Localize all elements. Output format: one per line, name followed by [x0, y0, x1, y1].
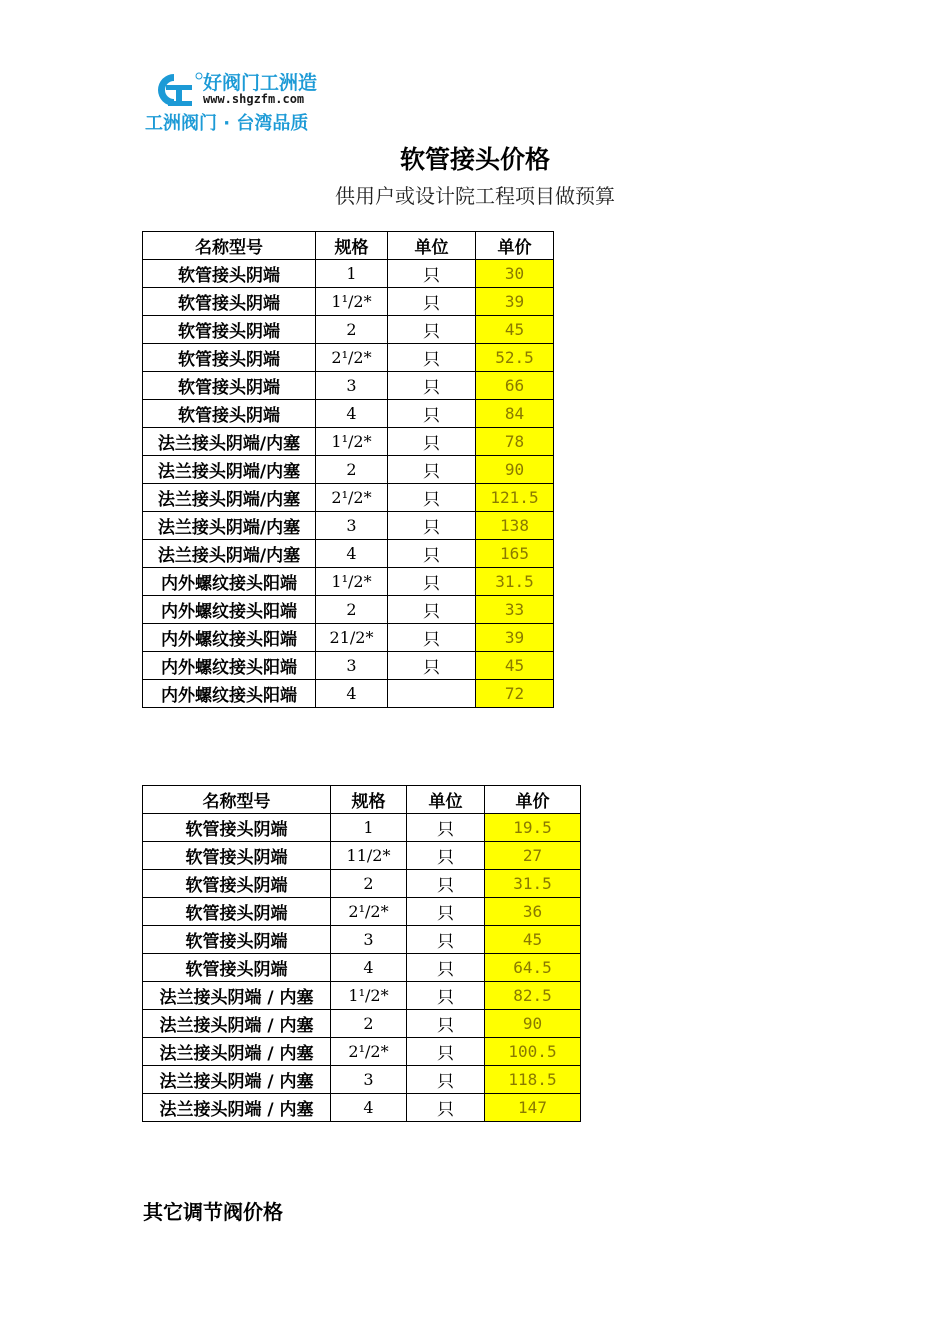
spec-cell: 2¹/2* [316, 344, 388, 372]
price-cell: 90 [485, 1010, 581, 1038]
spec-cell: 1 [331, 814, 407, 842]
unit-cell: 只 [388, 596, 476, 624]
spec-cell: 2 [316, 316, 388, 344]
spec-cell: 3 [331, 926, 407, 954]
name-cell: 法兰接头阴端/内塞 [143, 512, 316, 540]
price-cell: 84 [476, 400, 554, 428]
price-cell: 138 [476, 512, 554, 540]
price-cell: 78 [476, 428, 554, 456]
spec-cell: 4 [331, 954, 407, 982]
unit-cell: 只 [388, 372, 476, 400]
table-header-row [143, 786, 581, 814]
price-cell: 45 [476, 652, 554, 680]
name-cell: 软管接头阴端 [143, 316, 316, 344]
unit-cell [388, 680, 476, 708]
name-cell: 软管接头阴端 [143, 870, 331, 898]
table-row [143, 372, 554, 400]
price-cell: 19.5 [485, 814, 581, 842]
name-cell: 法兰接头阴端/内塞 [143, 484, 316, 512]
table-row [143, 456, 554, 484]
table-row [143, 814, 581, 842]
unit-cell: 只 [388, 316, 476, 344]
spec-cell: 2¹/2* [331, 1038, 407, 1066]
table-row [143, 344, 554, 372]
unit-cell: 只 [388, 428, 476, 456]
unit-cell: 只 [388, 652, 476, 680]
unit-cell: 只 [407, 1094, 485, 1122]
spec-cell: 11/2* [331, 842, 407, 870]
table-row [143, 898, 581, 926]
table-row [143, 288, 554, 316]
spec-cell: 1¹/2* [331, 982, 407, 1010]
price-cell: 72 [476, 680, 554, 708]
unit-cell: 只 [388, 260, 476, 288]
name-cell: 软管接头阴端 [143, 842, 331, 870]
unit-cell: 只 [407, 1010, 485, 1038]
name-cell: 软管接头阴端 [143, 898, 331, 926]
unit-cell: 只 [407, 926, 485, 954]
unit-cell: 只 [388, 400, 476, 428]
unit-cell: 只 [388, 288, 476, 316]
section-heading: 其它调节阀价格 [143, 1200, 283, 1224]
table-row [143, 680, 554, 708]
price-cell: 121.5 [476, 484, 554, 512]
name-cell: 法兰接头阴端 / 内塞 [143, 1010, 331, 1038]
unit-cell: 只 [407, 982, 485, 1010]
spec-cell: 21/2* [316, 624, 388, 652]
name-cell: 法兰接头阴端 / 内塞 [143, 1094, 331, 1122]
header-name: 名称型号 [143, 232, 316, 260]
spec-cell: 2 [331, 1010, 407, 1038]
spec-cell: 3 [316, 372, 388, 400]
logo-slogan: 工洲阀门 · 台湾品质 [145, 113, 309, 134]
spec-cell: 1 [316, 260, 388, 288]
table-row [143, 512, 554, 540]
price-cell: 33 [476, 596, 554, 624]
table-row [143, 484, 554, 512]
price-cell: 31.5 [476, 568, 554, 596]
spec-cell: 1¹/2* [316, 568, 388, 596]
unit-cell: 只 [388, 456, 476, 484]
page-title: 软管接头价格 [399, 145, 550, 174]
gz-logo-mark-icon [146, 70, 204, 110]
spec-cell: 4 [331, 1094, 407, 1122]
table-row [143, 428, 554, 456]
spec-cell: 2 [316, 456, 388, 484]
spec-cell: 4 [316, 680, 388, 708]
table-row [143, 316, 554, 344]
price-cell: 165 [476, 540, 554, 568]
header-price: 单价 [485, 786, 581, 814]
name-cell: 法兰接头阴端 / 内塞 [143, 1066, 331, 1094]
table-row [143, 1094, 581, 1122]
name-cell: 法兰接头阴端 / 内塞 [143, 1038, 331, 1066]
unit-cell: 只 [388, 484, 476, 512]
table-row [143, 1010, 581, 1038]
company-logo [143, 66, 343, 132]
price-cell: 39 [476, 624, 554, 652]
unit-cell: 只 [388, 624, 476, 652]
header-price: 单价 [476, 232, 554, 260]
spec-cell: 2¹/2* [331, 898, 407, 926]
unit-cell: 只 [407, 898, 485, 926]
unit-cell: 只 [407, 870, 485, 898]
spec-cell: 4 [316, 540, 388, 568]
spec-cell: 4 [316, 400, 388, 428]
price-cell: 100.5 [485, 1038, 581, 1066]
table-row [143, 652, 554, 680]
name-cell: 法兰接头阴端/内塞 [143, 540, 316, 568]
price-cell: 31.5 [485, 870, 581, 898]
spec-cell: 2¹/2* [316, 484, 388, 512]
price-cell: 82.5 [485, 982, 581, 1010]
name-cell: 软管接头阴端 [143, 400, 316, 428]
price-cell: 45 [476, 316, 554, 344]
table-row [143, 400, 554, 428]
table-row [143, 1066, 581, 1094]
logo-url: www.shgzfm.com [203, 92, 305, 106]
unit-cell: 只 [388, 540, 476, 568]
name-cell: 法兰接头阴端/内塞 [143, 456, 316, 484]
spec-cell: 1¹/2* [316, 288, 388, 316]
name-cell: 内外螺纹接头阳端 [143, 680, 316, 708]
price-cell: 39 [476, 288, 554, 316]
table-row [143, 954, 581, 982]
table-row [143, 596, 554, 624]
unit-cell: 只 [407, 814, 485, 842]
name-cell: 软管接头阴端 [143, 954, 331, 982]
table-header-row [143, 232, 554, 260]
page-subtitle: 供用户或设计院工程项目做预算 [335, 184, 615, 208]
spec-cell: 3 [316, 512, 388, 540]
header-spec: 规格 [316, 232, 388, 260]
name-cell: 内外螺纹接头阳端 [143, 624, 316, 652]
unit-cell: 只 [407, 1066, 485, 1094]
name-cell: 法兰接头阴端 / 内塞 [143, 982, 331, 1010]
spec-cell: 1¹/2* [316, 428, 388, 456]
table-row [143, 982, 581, 1010]
price-cell: 52.5 [476, 344, 554, 372]
unit-cell: 只 [388, 344, 476, 372]
unit-cell: 只 [407, 842, 485, 870]
table-row [143, 870, 581, 898]
price-cell: 118.5 [485, 1066, 581, 1094]
price-cell: 66 [476, 372, 554, 400]
name-cell: 法兰接头阴端/内塞 [143, 428, 316, 456]
header-unit: 单位 [407, 786, 485, 814]
header-unit: 单位 [388, 232, 476, 260]
logo-brand-text: 好阀门工洲造 [203, 72, 318, 94]
unit-cell: 只 [388, 568, 476, 596]
price-cell: 147 [485, 1094, 581, 1122]
table-row [143, 624, 554, 652]
name-cell: 软管接头阴端 [143, 372, 316, 400]
table-row [143, 926, 581, 954]
spec-cell: 3 [331, 1066, 407, 1094]
unit-cell: 只 [407, 1038, 485, 1066]
name-cell: 内外螺纹接头阳端 [143, 652, 316, 680]
price-cell: 90 [476, 456, 554, 484]
table-row [143, 540, 554, 568]
price-cell: 30 [476, 260, 554, 288]
price-table-2 [142, 785, 581, 1122]
name-cell: 软管接头阴端 [143, 260, 316, 288]
table-row [143, 842, 581, 870]
price-cell: 45 [485, 926, 581, 954]
price-cell: 64.5 [485, 954, 581, 982]
name-cell: 内外螺纹接头阳端 [143, 596, 316, 624]
price-cell: 36 [485, 898, 581, 926]
table-row [143, 260, 554, 288]
unit-cell: 只 [407, 954, 485, 982]
price-table-1 [142, 231, 554, 708]
spec-cell: 3 [316, 652, 388, 680]
name-cell: 软管接头阴端 [143, 288, 316, 316]
header-name: 名称型号 [143, 786, 331, 814]
table-row [143, 1038, 581, 1066]
name-cell: 软管接头阴端 [143, 814, 331, 842]
spec-cell: 2 [331, 870, 407, 898]
name-cell: 软管接头阴端 [143, 344, 316, 372]
table-row [143, 568, 554, 596]
name-cell: 软管接头阴端 [143, 926, 331, 954]
spec-cell: 2 [316, 596, 388, 624]
name-cell: 内外螺纹接头阳端 [143, 568, 316, 596]
header-spec: 规格 [331, 786, 407, 814]
price-cell: 27 [485, 842, 581, 870]
unit-cell: 只 [388, 512, 476, 540]
